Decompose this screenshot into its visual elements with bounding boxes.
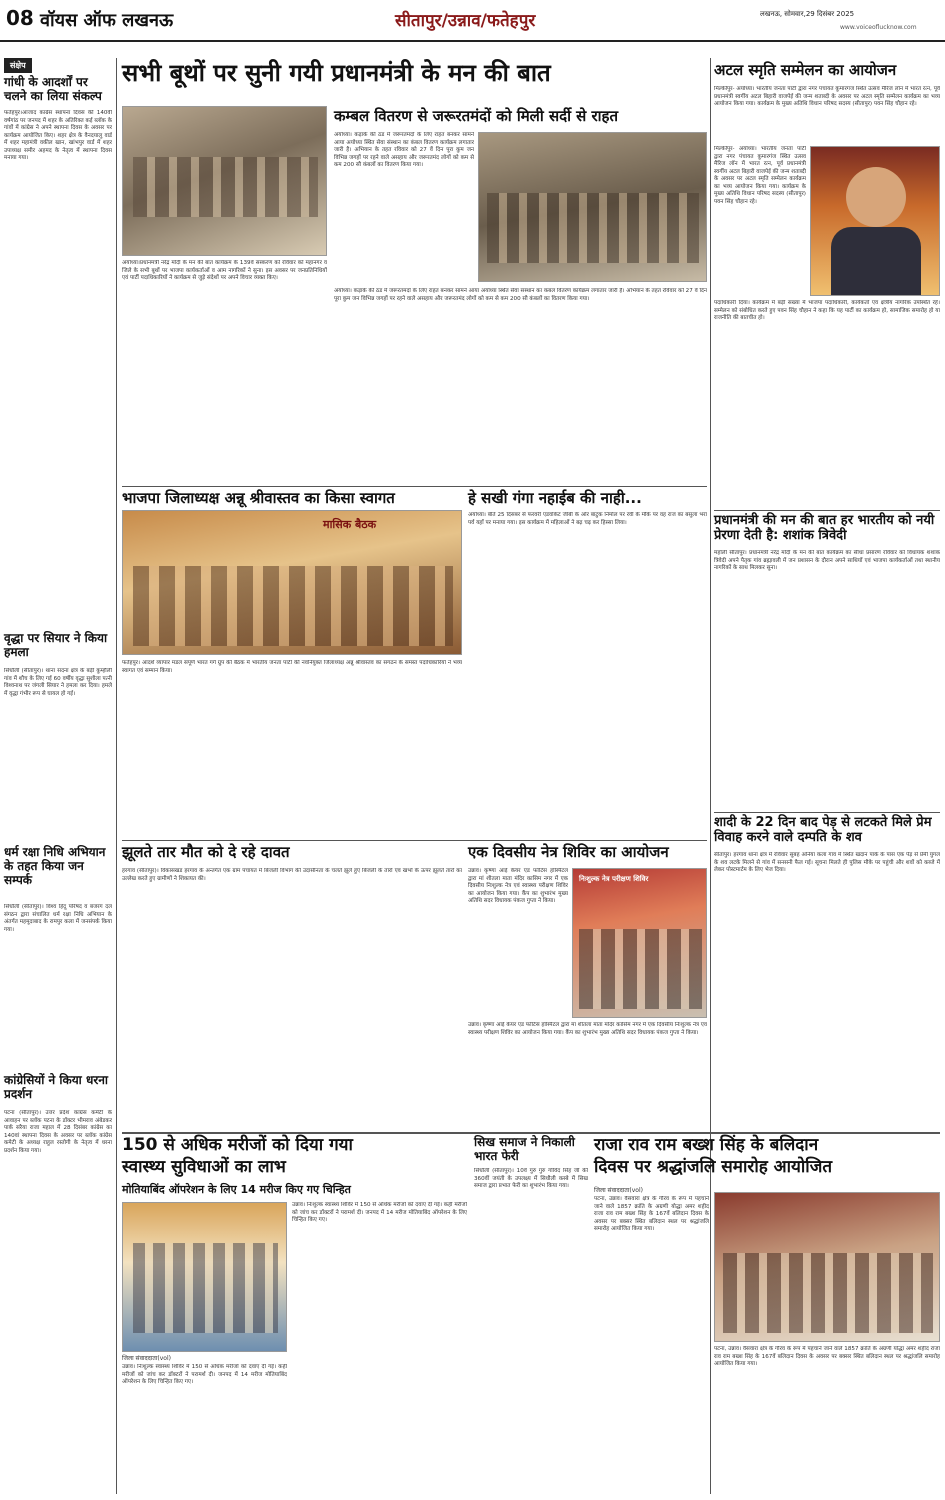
column-divider [710,58,711,1494]
health-camp-photo [122,1202,287,1352]
wire-body: हरगांव (सीतापुर)। विकासखंड हरगांव के अन्तर्गत एक ग्राम पंचायत में बिजली विभाग की उदासीनता के चलते झूले हुए बिजली के तारों एवं खंभों के ऊपर झूलते तारों का उल्लेख करते हुए ग्रामीणों ने शिकायत की। [122,868,462,882]
divider [714,812,940,813]
eye-camp-banner-text: निःशुल्क नेत्र परीक्षण शिविर [579,875,649,883]
brief-4-title: कांग्रेसियों ने किया धरना प्रदर्शन [4,1073,109,1101]
bjp-headline: भाजपा जिलाध्यक्ष अन्नू श्रीवास्तव का किसा स्वागत [122,489,395,507]
brief-2-body: सिधौली (सीतापुर)। थाना संदना क्षेत्र के बड़ी कुम्हौली गांव में शौच के लिए गई 60 वर्षीय वृद्धा सुशीला पत्नी विश्वनाथ पर जंगली सियार ने हमला कर दिया। हमले में वृद्धा गंभीर रूप से घायल हो गई। [4,668,112,697]
divider [122,1132,940,1134]
banner-text: मासिक बैठक [323,518,377,531]
raja-caption: जिला संवाददाता(vol) [594,1187,643,1194]
divider [122,840,707,841]
sikh-headline: सिख समाज ने निकाली भारत फेरी [474,1135,575,1163]
dateline: लखनऊ, सोमवार,29 दिसंबर 2025 [760,10,855,18]
blanket-headline: कम्बल वितरण से जरूरतमंदों को मिली सर्दी से राहत [334,107,619,125]
ganga-headline: हे सखी गंगा नहाईब की नाही... [468,489,642,507]
main-story-body: अयोध्या।प्रधानमंत्री नरेंद्र मोदी के मन की बात कार्यक्रम के 139वें संस्करण को रविवार को महानगर व जिले के सभी बूथों पर भाजपा कार्यकर्ताओं व आम नागरिकों ने सुना। इस अवसर पर जनप्रतिनिधियों एवं पार्टी पदाधिकारियों ने कार्यक्रम से जुड़े संदेशों पर अपने विचार व्यक्त किए। [122,260,327,282]
ganga-body: अयोध्या। बीते 25 दिसंबर से फरवरी एडवोकेट जीबी के ओर बाटुक निर्माल पर रवी के मौके पर वह राज का बसुला भरा पर्व यहाँ पर मनाया गया। इस कार्यक्रम में महिलाओं ने बढ़ चढ़ कर हिस्सा लिया। [468,512,707,526]
bjp-body: फतेहपुर। आदर्श व्यापार मंडल संपूर्ण भारत गर्ग ग्रुप की बैठक में भारतीय जनता पार्टी की नवनियुक्त जिलाध्यक्ष अन्नू श्रीवास्तव का संगठन के समस्त पदाधिकारियों ने भव्य स्वागत एवं सम्मान किया। [122,660,462,674]
masthead [0,0,945,42]
couple-body: सीतापुर। हरगांव थाना क्षेत्र में रविवार सुबह अनिया कलां गांव में स्थित खदान पार्क के पास एक पेड़ से प्रेमी युगल के शव लटके मिलने से गांव में सनसनी फैल गई। सूचना मिलते ही पुलिस मौके पर पहुंची और शवों को कब्जे में लेकर पोस्टमार्टम के लिए भेज दिया। [714,852,940,874]
column-divider [116,58,117,1494]
atal-body-column: मिल्कीपुर- अयोध्या। भारतीय जनता पार्टी द्वारा नगर पंचायत कुमारगंज स्थित उत्सव मैरिज लॉन में भारत रत्न, पूर्व प्रधानमंत्री स्वर्गीय अटल बिहारी वाजपेई की जन्म शताब्दी के अवसर पर अटल स्मृति सम्मेलन कार्यक्रम का भव्य आयोजन किया गया। कार्यक्रम के मुख्य अतिथि विधान परिषद सदस्य (सीतापुर) पवन सिंह चौहान रहे। [714,146,806,205]
brief-2-title: वृद्धा पर सियार ने किया हमला [4,631,108,659]
blanket-distribution-photo [478,132,707,282]
health-subhead: मोतियाबिंद ऑपरेशन के लिए 14 मरीज किए गए चिन्हित [122,1183,351,1196]
brief-1-body: फतेहपुर।आजाद कांग्रेस स्थापना दिवस की 140वीं वर्षगांठ पर जनपद में शहर के अतिरिक्त कई ब्लॉक के गांवों में कांग्रेस ने अपने स्थापना दिवस के अवसर पर कार्यक्रम आयोजित किए। शहर क्षेत्र के वैनदयालु वार्ड में शहर महामंत्री वकील खान, खांभपुर वार्ड में शहर उपाध्यक्ष समीर अहमद के नेतृत्व में स्थापना दिवस मनाया गया। [4,110,112,162]
brief-1-title: गांधी के आदर्शों पर चलने का लिया संकल्प [4,75,102,103]
atal-body: मिल्कीपुर- अयोध्या। भारतीय जनता पार्टी द्वारा नगर पंचायत कुमारगंज स्थित उत्सव मैरिज लॉन में भारत रत्न, पूर्व प्रधानमंत्री स्वर्गीय अटल बिहारी वाजपेई की जन्म शताब्दी के अवसर पर अटल स्मृति सम्मेलन कार्यक्रम का भव्य आयोजन किया गया। कार्यक्रम के मुख्य अतिथि विधान परिषद सदस्य (सीतापुर) पवन सिंह चौहान रहे। [714,86,940,108]
newspaper-brand: वॉयस ऑफ लखनऊ [40,10,174,31]
health-headline-line1: 150 से अधिक मरीजों को दिया गया [122,1135,353,1155]
health-body-continued: उन्नाव। निःशुल्क स्वास्थ्य शिविर में 150 से अधिक मरीजों को दवाएं दी गईं। कहीं मरीजों को जांच कर डॉक्टरों ने परामर्श दी। जनपद में 14 मरीज मोतियाबिंद ऑपरेशन के लिए चिन्हित किए गए। [292,1202,467,1224]
blanket-body-continued: अयोध्या। कड़ाके की ठंड में जरूरतमंदों के लिए राहत बनकर सामने आया अयोध्या स्थित सेवा संस्थान का कंबल वितरण कार्यक्रम लगातार जारी है। अभियान के तहत रविवार को 27 वें दिन पूरा कुम जन विभिन्न जगहों पर रहने वाले असहाय और जरूरतमंद लोगों को कम से कम 200 सौ कंबलों का वितरण किया गया। [334,288,707,302]
wire-headline: झूलते तार मौत को दे रहे दावत [122,843,290,861]
brief-3-title: धर्म रक्षा निधि अभियान के तहत किया जन सम्पर्क [4,845,106,887]
raja-headline-line1: राजा राव राम बख्श सिंह के बलिदान [594,1135,819,1155]
felicitation-photo [122,510,462,655]
tribute-photo [714,1192,940,1342]
raja-body: पटना, उन्नाव। वैसवारा क्षेत्र के गौरव के रूप में पहचाने जाने वाले 1857 क्रांति के अग्रणी योद्धा अमर शहीद राजा राव राम बख्श सिंह के 167वें बलिदान दिवस के अवसर पर बक्सर स्थित बलिदान स्थल पर श्रद्धांजलि समारोह आयोजित किया गया। [594,1196,709,1233]
sikh-body: सिधौली (सीतापुर)। 10वें गुरु गुरु गोविंद सिंह जी की 360वीं जयंती के उपलक्ष्य में सिधौली कस्बे में सिख समाज द्वारा प्रभात फेरी का शुभारंभ किया गया। [474,1168,588,1190]
atal-headline: अटल स्मृति सम्मेलन का आयोजन [714,61,897,79]
eye-camp-headline: एक दिवसीय नेत्र शिविर का आयोजन [468,843,669,861]
health-caption: जिला संवाददाता(vol) [122,1355,171,1362]
health-headline-line2: स्वास्थ्य सुविधाओं का लाभ [122,1157,286,1177]
divider [122,486,707,487]
raja-body-continued: पटना, उन्नाव। वैसवारा क्षेत्र के गौरव के रूप में पहचाने जाने वाले 1857 क्रांति के अग्रणी योद्धा अमर शहीद राजा राव राम बख्श सिंह के 167वें बलिदान दिवस के अवसर पर बक्सर स्थित बलिदान स्थल पर श्रद्धांजलि समारोह आयोजित किया गया। [714,1346,940,1368]
website: www.voiceoflucknow.com [840,24,917,31]
pm-body: महोली सीतापुर। प्रधानमंत्री नरेंद्र मोदी के मन की बात कार्यक्रम का सीधा प्रसारण रविवार को विधायक शशांक त्रिवेदी अपने पैतृक गांव ब्रह्मावली में जन प्रशासन के दौरान अपने साथियों एवं भाजपा कार्यकर्ताओं तथा स्थानीय नागरिकों के साथ मिलकर सुना। [714,550,940,572]
brief-3-body: सिधौली (सीतापुर)। विश्व हिंदू परिषद व बजरंग दल संगठन द्वारा संचालित धर्म रक्षा निधि अभियान के अंतर्गत महमूदाबाद के रामपुर कला में जनसंपर्क किया गया। [4,904,112,933]
health-body: उन्नाव। निःशुल्क स्वास्थ्य शिविर में 150 से अधिक मरीजों को दवाएं दी गईं। कहीं मरीजों को जांच कर डॉक्टरों ने परामर्श दी। जनपद में 14 मरीज मोतियाबिंद ऑपरेशन के लिए चिन्हित किए गए। [122,1364,287,1386]
eye-camp-photo [572,868,707,1018]
eye-camp-body-continued: उन्नाव। कृष्णा आई केयर एंड फोर्टिस हॉस्पिटल द्वारा मां शीतला माता मंदिर कासिम नगर में एक दिवसीय निःशुल्क नेत्र एवं स्वास्थ्य परीक्षण शिविर का आयोजन किया गया। कैंप का शुभारंभ मुख्य अतिथि सदर विधायक पंकज गुप्ता ने किया। [468,1022,707,1036]
speaker-photo [810,146,940,296]
eye-camp-body: उन्नाव। कृष्णा आई केयर एंड फोर्टिस हॉस्पिटल द्वारा मां शीतला माता मंदिर कासिम नगर में एक दिवसीय निःशुल्क नेत्र एवं स्वास्थ्य परीक्षण शिविर का आयोजन किया गया। कैंप का शुभारंभ मुख्य अतिथि सदर विधायक पंकज गुप्ता ने किया। [468,868,568,905]
page-number: 08 [6,6,34,30]
main-headline: सभी बूथों पर सुनी गयी प्रधानमंत्री के मन की बात [122,59,551,87]
couple-headline: शादी के 22 दिन बाद पेड़ से लटकते मिले प्रेम विवाह करने वाले दम्पति के शव [714,815,932,845]
atal-body-continued: पदाधिकारी दिया। कार्यक्रम में बड़ी संख्या में भाजपा पदाधिकारी, कार्यकर्ता एवं क्षेत्रीय नागरिक उपस्थित रहे। सम्मेलन को संबोधित करते हुए पवन सिंह चौहान ने कहा कि यह पार्टी का कार्यक्रम हो, सामाजिक समारोह हो या राजनीति की बातचीत हो। [714,300,940,322]
raja-headline-line2: दिवस पर श्रद्धांजलि समारोह आयोजित [594,1157,833,1177]
brief-4-body: पटना (सीतापुर)। उत्तर प्रदेश कांग्रेस कमेटी के आवाहन पर ब्लॉक पटना के डॉक्टर भीमराव अंबेडकर पार्क सरैया राजा महाल में 28 दिसंबर कांग्रेस का 140वां स्थापना दिवस के अवसर पर ब्लॉक कांग्रेस कमेटी के अध्यक्ष राहुल रस्तोगी के नेतृत्व में धरना प्रदर्शन किया गया। [4,1110,112,1154]
divider [714,510,940,511]
sidebar-label: संक्षेप [4,58,32,73]
sidebar-briefs [4,58,112,1494]
blanket-body: अयोध्या। कड़ाके की ठंड में जरूरतमंदों के लिए राहत बनकर सामने आया अयोध्या स्थित सेवा संस्थान का कंबल वितरण कार्यक्रम लगातार जारी है। अभियान के तहत रविवार को 27 वें दिन पूरा कुम जन विभिन्न जगहों पर रहने वाले असहाय और जरूरतमंद लोगों को कम से कम 200 सौ कंबलों का वितरण किया गया। [334,132,474,169]
pm-headline: प्रधानमंत्री की मन की बात हर भारतीय को नयी प्रेरणा देती है: शशांक त्रिवेदी [714,513,935,543]
section-title: सीतापुर/उन्नाव/फतेहपुर [395,11,536,31]
meeting-photo [122,106,327,256]
